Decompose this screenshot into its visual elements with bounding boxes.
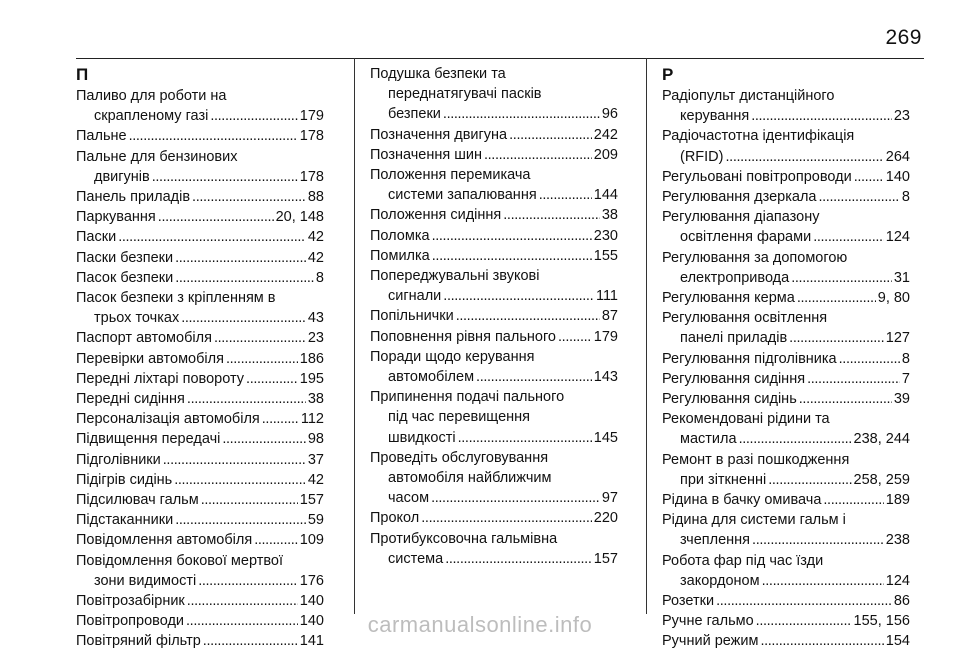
header-rule	[76, 58, 924, 59]
index-entry-page-ref[interactable]: 238, 244	[853, 431, 910, 448]
dot-leaders	[456, 306, 600, 326]
index-entry-page-ref[interactable]: 42	[307, 471, 324, 488]
index-entry-term: Припинення подачі пального	[370, 389, 565, 406]
dot-leaders	[254, 530, 298, 550]
index-entry[interactable]	[662, 207, 910, 247]
dot-leaders	[222, 429, 306, 449]
dot-leaders	[503, 205, 600, 225]
index-entry-term: Регулювання сидіння	[662, 370, 806, 387]
index-entry-term: (RFID)	[680, 148, 724, 165]
column-divider	[646, 58, 647, 614]
column-divider	[354, 58, 355, 614]
dot-leaders	[539, 185, 592, 205]
index-entry[interactable]	[76, 429, 324, 449]
index-entry[interactable]	[76, 268, 324, 288]
index-entry[interactable]	[76, 409, 324, 429]
index-entry-term: Радіочастотна ідентифікація	[662, 128, 855, 145]
dot-leaders	[226, 349, 298, 369]
index-column-1	[76, 64, 324, 652]
index-entry-page-ref[interactable]: 143	[593, 369, 618, 386]
index-entry-term: Регульовані повітропроводи	[662, 168, 852, 185]
index-entry-page-ref[interactable]: 178	[299, 168, 324, 185]
index-entry-term: Пасок безпеки	[76, 269, 174, 286]
index-entry-page-ref[interactable]: 96	[601, 106, 618, 123]
index-entry-page-ref[interactable]: 98	[307, 431, 324, 448]
index-entry[interactable]	[76, 551, 324, 591]
index-entry-term: Повітрозабірник	[76, 593, 185, 610]
index-entry-page-ref[interactable]: 176	[299, 572, 324, 589]
index-entry[interactable]	[662, 288, 910, 308]
index-entry-term: Регулювання освітлення	[662, 310, 828, 327]
index-entry-page-ref[interactable]: 112	[300, 411, 324, 428]
index-entry-term: Повітряний фільтр	[76, 633, 201, 650]
index-entry-term: Паски безпеки	[76, 249, 174, 266]
index-entry-page-ref[interactable]: 23	[893, 108, 910, 125]
dot-leaders	[214, 328, 306, 348]
index-entry-term: Передні сидіння	[76, 391, 185, 408]
index-entry[interactable]	[662, 490, 910, 510]
index-entry-page-ref[interactable]: 111	[595, 288, 618, 305]
index-entry-term: Панель приладів	[76, 189, 191, 206]
index-entry-page-ref[interactable]: 195	[299, 370, 324, 387]
index-entry-term: двигунів	[94, 168, 150, 185]
index-entry[interactable]	[76, 450, 324, 470]
index-entry-page-ref[interactable]: 258, 259	[853, 471, 910, 488]
index-entry[interactable]	[662, 551, 910, 591]
index-entry-page-ref[interactable]: 37	[307, 451, 324, 468]
index-entry[interactable]	[76, 86, 324, 126]
index-entry-term: Розетки	[662, 593, 715, 610]
index-entry-term: при зіткненні	[680, 471, 767, 488]
watermark: carmanualsonline.info	[367, 612, 593, 637]
index-entry-term: Положення перемикача	[370, 167, 531, 184]
index-entry[interactable]	[370, 266, 618, 306]
dot-leaders	[175, 248, 306, 268]
index-entry-term: Перевірки автомобіля	[76, 350, 224, 367]
dot-leaders	[799, 389, 892, 409]
index-entry[interactable]	[76, 389, 324, 409]
index-entry[interactable]	[76, 328, 324, 348]
dot-leaders	[443, 286, 594, 306]
index-entry-term: автомобіля найближчим	[388, 470, 552, 487]
index-entry[interactable]	[76, 369, 324, 389]
index-entry[interactable]	[662, 591, 910, 611]
dot-leaders	[432, 226, 592, 246]
index-entry[interactable]	[370, 205, 618, 225]
index-entry-term: Поломка	[370, 227, 430, 244]
index-entry-term: Регулювання дзеркала	[662, 189, 817, 206]
index-entry-term: Прокол	[370, 510, 420, 527]
index-letter-heading: П	[76, 65, 89, 84]
dot-leaders	[458, 428, 592, 448]
index-column-3	[662, 64, 910, 652]
index-entry-page-ref[interactable]: 124	[885, 572, 910, 589]
index-entry-page-ref[interactable]: 8	[901, 350, 910, 367]
index-entry-page-ref[interactable]: 179	[593, 328, 618, 345]
index-entry-page-ref[interactable]: 230	[593, 227, 618, 244]
index-entry-page-ref[interactable]: 20, 148	[275, 209, 324, 226]
index-entry[interactable]	[662, 167, 910, 187]
index-entry-term: сигнали	[388, 288, 442, 305]
dot-leaders	[818, 187, 899, 207]
dot-leaders	[823, 490, 883, 510]
index-entry-term: Регулювання за допомогою	[662, 249, 848, 266]
dot-leaders	[163, 450, 306, 470]
dot-leaders	[262, 409, 299, 429]
index-entry-term: закордоном	[680, 572, 760, 589]
index-entry-term: Повідомлення автомобіля	[76, 532, 253, 549]
index-entry[interactable]	[662, 450, 910, 490]
index-entry-page-ref[interactable]: 9, 80	[877, 290, 910, 307]
index-entry-term: Паски	[76, 229, 117, 246]
index-entry[interactable]	[370, 387, 618, 448]
index-entry-page-ref[interactable]: 220	[593, 510, 618, 527]
index-entry[interactable]	[370, 529, 618, 569]
index-entry-term: Радіопульт дистанційного	[662, 88, 835, 104]
dot-leaders	[509, 125, 592, 145]
index-letter-heading: Р	[662, 65, 674, 84]
index-entry[interactable]	[662, 510, 910, 550]
index-entry-term: часом	[388, 490, 430, 507]
index-entry[interactable]	[76, 530, 324, 550]
dot-leaders	[443, 104, 600, 124]
index-entry[interactable]	[76, 207, 324, 227]
index-entry-term: Ручне гальмо	[662, 613, 754, 630]
index-entry-page-ref[interactable]: 42	[307, 229, 324, 246]
index-entry[interactable]	[370, 508, 618, 528]
dot-leaders	[797, 288, 876, 308]
index-entry[interactable]	[662, 248, 910, 288]
dot-leaders	[187, 591, 298, 611]
index-entry-page-ref[interactable]: 238	[885, 532, 910, 549]
index-entry-term: Паспорт автомобіля	[76, 330, 212, 347]
index-entry-page-ref[interactable]: 140	[299, 613, 324, 630]
index-entry-page-ref[interactable]: 7	[901, 370, 910, 387]
index-entry[interactable]	[370, 246, 618, 266]
index-entry[interactable]	[662, 349, 910, 369]
index-entry-term: Регулювання підголівника	[662, 350, 837, 367]
index-entry-term: мастила	[680, 431, 737, 448]
dot-leaders	[432, 246, 592, 266]
index-entry-page-ref[interactable]: 42	[307, 249, 324, 266]
index-entry-term: Пасок безпеки з кріпленням в	[76, 290, 276, 307]
index-entry-page-ref[interactable]: 189	[885, 492, 910, 509]
index-entry-term: Підвищення передачі	[76, 431, 221, 448]
index-entry-page-ref[interactable]: 179	[299, 108, 324, 125]
index-entry[interactable]	[370, 327, 618, 347]
index-entry[interactable]	[370, 145, 618, 165]
index-entry-term: Робота фар під час їзди	[662, 552, 824, 569]
index-entry-term: система	[388, 550, 444, 567]
index-entry[interactable]	[662, 126, 910, 166]
index-entry-term: Поповнення рівня пального	[370, 328, 556, 345]
index-entry-page-ref[interactable]: 39	[893, 391, 910, 408]
index-entry-term: Положення сидіння	[370, 207, 502, 224]
index-entry-term: Повідомлення бокової мертвої	[76, 552, 283, 569]
index-entry-term: Подушка безпеки та	[370, 66, 506, 82]
index-entry-term: автомобілем	[388, 369, 475, 386]
dot-leaders	[739, 429, 852, 449]
index-entry-page-ref[interactable]: 88	[307, 189, 324, 206]
index-entry[interactable]	[76, 591, 324, 611]
index-entry[interactable]	[76, 510, 324, 530]
index-entry-page-ref[interactable]: 242	[593, 126, 618, 143]
index-entry-page-ref[interactable]: 141	[299, 633, 324, 650]
index-entry-page-ref[interactable]: 155, 156	[853, 613, 910, 630]
dot-leaders	[716, 591, 892, 611]
index-entry-page-ref[interactable]: 87	[601, 308, 618, 325]
index-entry-page-ref[interactable]: 140	[299, 593, 324, 610]
dot-leaders	[558, 327, 592, 347]
index-entry[interactable]	[370, 165, 618, 205]
index-entry-term: трьох точках	[94, 310, 180, 327]
index-entry[interactable]	[370, 306, 618, 326]
index-entry[interactable]	[662, 86, 910, 126]
dot-leaders	[198, 571, 298, 591]
index-entry-page-ref[interactable]: 23	[307, 330, 324, 347]
index-entry[interactable]	[76, 227, 324, 247]
index-entry-page-ref[interactable]: 154	[885, 633, 910, 650]
dot-leaders	[751, 106, 892, 126]
index-entry-page-ref[interactable]: 209	[593, 146, 618, 163]
index-entry[interactable]	[370, 226, 618, 246]
dot-leaders	[791, 268, 892, 288]
index-entry[interactable]	[662, 187, 910, 207]
index-entry-term: керування	[680, 108, 750, 125]
index-entry-term: зчеплення	[680, 532, 751, 549]
page-number: 269	[885, 26, 922, 49]
index-entry-term: Регулювання сидінь	[662, 391, 797, 408]
dot-leaders	[807, 369, 900, 389]
index-column-2	[370, 64, 618, 569]
index-entry-term: Проведіть обслуговування	[370, 449, 549, 466]
index-entry-page-ref[interactable]: 38	[601, 207, 618, 224]
index-entry[interactable]	[76, 288, 324, 328]
index-entry-term: Підстаканники	[76, 512, 174, 529]
dot-leaders	[158, 207, 274, 227]
dot-leaders	[175, 268, 314, 288]
dot-leaders	[476, 367, 592, 387]
index-entry-term: Паркування	[76, 209, 156, 226]
dot-leaders	[118, 227, 306, 247]
index-entry-page-ref[interactable]: 140	[885, 168, 910, 185]
index-entry-term: Пальне	[76, 128, 127, 145]
index-entry-page-ref[interactable]: 31	[893, 269, 910, 286]
index-entry-term: Рекомендовані рідини та	[662, 411, 830, 428]
dot-leaders	[201, 490, 298, 510]
index-entry-page-ref[interactable]: 8	[315, 269, 324, 286]
dot-leaders	[246, 369, 298, 389]
index-entry[interactable]	[76, 470, 324, 490]
index-entry-page-ref[interactable]: 155	[593, 247, 618, 264]
dot-leaders	[762, 571, 884, 591]
index-entry-term: Підголівники	[76, 451, 161, 468]
index-entry-page-ref[interactable]: 124	[885, 229, 910, 246]
index-entry[interactable]	[76, 490, 324, 510]
index-entry-term: електропривода	[680, 269, 790, 286]
dot-leaders	[210, 106, 297, 126]
dot-leaders	[752, 530, 884, 550]
index-entry-term: Ремонт в разі пошкодження	[662, 451, 850, 468]
index-entry-term: Паливо для роботи на	[76, 88, 227, 104]
index-entry-term: Ручний режим	[662, 633, 759, 650]
index-entry-term: системи запалювання	[388, 187, 537, 204]
index-entry-term: під час перевищення	[388, 409, 531, 426]
dot-leaders	[726, 147, 884, 167]
index-entry-term: Поради щодо керування	[370, 348, 535, 365]
index-entry-page-ref[interactable]: 186	[299, 350, 324, 367]
index-entry-term: освітлення фарами	[680, 229, 812, 246]
index-entry-page-ref[interactable]: 144	[593, 187, 618, 204]
index-entry[interactable]	[76, 248, 324, 268]
index-entry[interactable]	[370, 125, 618, 145]
dot-leaders	[129, 126, 298, 146]
index-entry-page-ref[interactable]: 178	[299, 128, 324, 145]
index-entry-page-ref[interactable]: 157	[299, 492, 324, 509]
index-entry-term: Регулювання керма	[662, 290, 795, 307]
index-entry-term: Підсилювач гальм	[76, 492, 199, 509]
index-entry-page-ref[interactable]: 264	[885, 148, 910, 165]
dot-leaders	[192, 187, 306, 207]
dot-leaders	[175, 510, 306, 530]
dot-leaders	[854, 167, 884, 187]
index-entry-term: зони видимості	[94, 572, 197, 589]
index-entry-page-ref[interactable]: 38	[307, 391, 324, 408]
index-entry-term: Пальне для бензинових	[76, 148, 238, 165]
index-entry-term: Позначення двигуна	[370, 126, 508, 143]
dot-leaders	[152, 167, 298, 187]
index-entry-term: Рідина для системи гальм і	[662, 512, 846, 529]
index-entry-term: панелі приладів	[680, 330, 788, 347]
index-entry-term: Протибуксовочна гальмівна	[370, 530, 558, 547]
index-entry-page-ref[interactable]: 59	[307, 512, 324, 529]
index-entry[interactable]	[662, 308, 910, 348]
dot-leaders	[174, 470, 306, 490]
index-entry-term: Попільнички	[370, 308, 454, 325]
index-entry[interactable]	[662, 369, 910, 389]
index-entry-page-ref[interactable]: 8	[901, 189, 910, 206]
index-entry[interactable]	[662, 389, 910, 409]
index-entry[interactable]	[370, 448, 618, 509]
index-entry-page-ref[interactable]: 127	[885, 330, 910, 347]
index-entry-term: Підігрів сидінь	[76, 471, 173, 488]
dot-leaders	[839, 349, 900, 369]
index-entry-term: Передні ліхтарі повороту	[76, 370, 245, 387]
dot-leaders	[187, 389, 306, 409]
index-entry-term: Рідина в бачку омивача	[662, 492, 822, 509]
index-entry-term: Персоналізація автомобіля	[76, 411, 260, 428]
index-entry[interactable]	[76, 147, 324, 187]
dot-leaders	[445, 549, 592, 569]
index-entry[interactable]	[76, 187, 324, 207]
index-entry-term: Повітропроводи	[76, 613, 185, 630]
index-entry[interactable]	[370, 347, 618, 387]
dot-leaders	[789, 328, 884, 348]
dot-leaders	[813, 227, 884, 247]
index-entry[interactable]	[662, 409, 910, 449]
index-entry-page-ref[interactable]: 109	[299, 532, 324, 549]
dot-leaders	[181, 308, 306, 328]
index-entry-term: безпеки	[388, 106, 441, 123]
index-entry-page-ref[interactable]: 97	[601, 490, 618, 507]
dot-leaders	[484, 145, 592, 165]
index-entry[interactable]	[370, 64, 618, 125]
index-entry-page-ref[interactable]: 43	[307, 310, 324, 327]
index-entry-page-ref[interactable]: 145	[593, 429, 618, 446]
index-entry-term: скрапленому газі	[94, 108, 209, 125]
index-entry-page-ref[interactable]: 86	[893, 593, 910, 610]
index-entry-term: Попереджувальні звукові	[370, 268, 540, 285]
index-entry[interactable]	[76, 126, 324, 146]
index-entry-page-ref[interactable]: 157	[593, 550, 618, 567]
dot-leaders	[768, 470, 851, 490]
index-entry[interactable]	[76, 349, 324, 369]
index-entry-term: Позначення шин	[370, 146, 482, 163]
index-entry-term: швидкості	[388, 429, 456, 446]
index-entry-term: Регулювання діапазону	[662, 209, 820, 226]
index-entry-term: переднатягувачі пасків	[388, 86, 542, 103]
dot-leaders	[431, 488, 600, 508]
index-entry-term: Помилка	[370, 247, 430, 264]
dot-leaders	[421, 508, 592, 528]
